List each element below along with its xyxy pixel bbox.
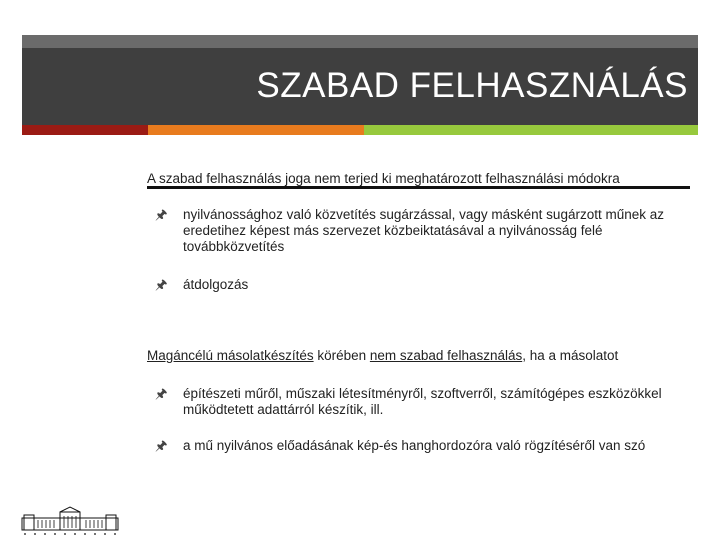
section1-heading-rule (147, 186, 690, 189)
section1-heading-text: A szabad felhasználás joga nem terjed ki meghatározott felhasználási módokra (147, 171, 620, 186)
section1-bullet-2: átdolgozás (183, 277, 249, 292)
section2-bullet-1: építészeti műről, műszaki létesítményről, szoftverről, számítógépes eszközökkel működtetett adattárról készítik, ill. (183, 386, 662, 417)
accent-bar-orange (148, 125, 364, 135)
slide-title: SZABAD FELHASZNÁLÁS (256, 66, 688, 105)
title-top-strip (22, 35, 698, 48)
section2-heading-part3: nem szabad felhasználás (369, 348, 523, 363)
section2-heading-part4: , ha a másolatot (522, 348, 619, 363)
section2-bullet-2: a mű nyilvános előadásának kép-és hanghordozóra való rögzítéséről van szó (183, 438, 646, 453)
pushpin-icon: 🖈︎ (155, 207, 168, 222)
title-bar (22, 48, 698, 125)
accent-bar-green (364, 125, 698, 135)
pushpin-icon: 🖈︎ (155, 438, 168, 453)
accent-bar-red (22, 125, 148, 135)
section2-heading (147, 348, 618, 363)
section2-heading-part1: Magáncélú másolatkészítés (147, 348, 314, 363)
section2-heading-part2: körében (313, 348, 370, 363)
section1-bullet-1: nyilvánossághoz való közvetítés sugárzással, vagy másként sugárzott műnek az eredetihez képest más szervezet közbeiktatásával a nyilvánosság felé továbbközvetítés (183, 207, 664, 254)
section1-heading (147, 171, 620, 186)
pushpin-icon: 🖈︎ (155, 277, 168, 292)
university-building-logo (20, 506, 120, 536)
pushpin-icon: 🖈︎ (155, 386, 168, 401)
